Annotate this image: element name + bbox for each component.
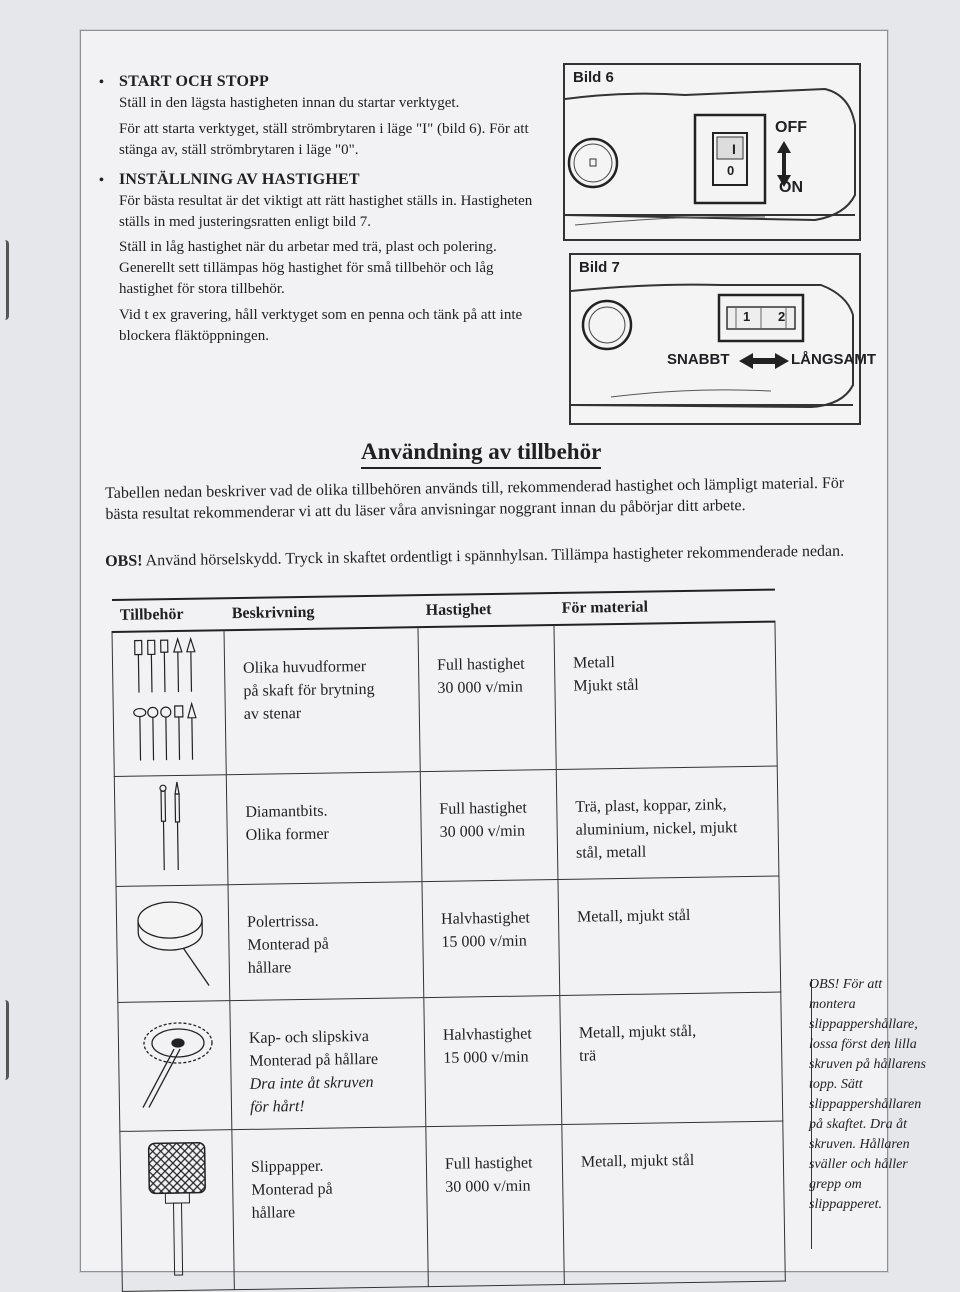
column-header: För material [553,590,774,625]
table-row [112,622,777,777]
description-line: Monterad på [247,935,329,954]
column-header: Hastighet [417,593,553,627]
material-cell [558,876,781,995]
obs-paragraph [105,540,875,572]
material-line: Metall, mjukt stål [576,906,691,926]
material-line: aluminium, nickel, mjukt [575,819,738,839]
diamond-bits-icon [140,780,201,875]
cutting-disc-icon [129,1014,220,1111]
description-line: hållare [251,1204,296,1222]
description-line: Monterad på [251,1180,333,1199]
dial-mark-1: 1 [743,309,751,324]
description-cell [228,882,424,1001]
accessory-image-cell [118,1001,232,1132]
sanding-drum-icon [136,1134,218,1279]
warning-line: för hårt! [249,1098,305,1116]
table-row [114,766,779,886]
figure-bild-7 [569,253,876,425]
on-label: ON [779,179,803,196]
figure-label: Bild 6 [573,69,614,86]
obs-label: OBS! [105,552,143,570]
material-line: stål, metall [575,843,647,862]
section-paragraph: Vid t ex gravering, håll verktyget som en penna och tänk på att inte blockera fläktöppningen. [119,307,523,344]
speed-line: Halvhastighet [440,909,531,928]
speed-line: 30 000 v/min [437,678,523,697]
speed-line: 30 000 v/min [445,1177,531,1196]
dial-mark-2: 2 [778,309,786,324]
speed-cell [418,625,556,772]
accessory-image-cell [116,885,230,1003]
speed-line: Full hastighet [439,799,528,818]
material-cell [562,1121,785,1284]
material-cell [554,622,777,770]
description-line: Olika huvudformer [242,658,367,677]
material-cell [560,992,783,1124]
obs-text: Använd hörselskydd. Tryck in skaftet ordentligt i spännhylsan. Tillämpa hastigheter rekommenderade nedan. [142,542,845,570]
section-paragraph: Ställ in den lägsta hastigheten innan du startar verktyget. [119,95,460,111]
figure-bild-6 [563,63,861,241]
material-line: trä [579,1047,597,1065]
description-line: Kap- och slipskiva [248,1028,370,1047]
warning-line: Dra inte åt skruven [249,1073,374,1093]
accessory-image-cell [114,775,228,887]
section-title: Användning av tillbehör [361,439,601,469]
section-heading: INSTÄLLNING AV HASTIGHET [119,171,360,188]
speed-line: 15 000 v/min [441,932,527,951]
material-line: Trä, plast, koppar, zink, [575,796,727,816]
description-line: Slippapper. [250,1157,324,1176]
material-line: Metall, mjukt stål [580,1151,695,1171]
description-line: hållare [247,959,292,977]
table-row [118,992,783,1131]
section-paragraph: För bästa resultat är det viktigt att rätt hastighet ställs in. Hastigheten ställs in med justeringsratten enligt bild 7. [119,193,533,230]
speed-cell [426,1124,564,1286]
grinding-stones-icon [128,635,210,764]
speed-line: 30 000 v/min [439,822,526,841]
accessory-image-cell [120,1130,234,1292]
material-cell [556,766,779,879]
description-cell [226,772,422,885]
material-line: Metall [572,654,615,672]
speed-dial-illustration [571,255,859,423]
fast-label: SNABBT [667,351,730,368]
bullet-icon: • [99,75,104,90]
tool-switch-illustration [565,65,859,239]
table-row [120,1121,785,1291]
table-row [116,876,781,1002]
manual-page [80,30,926,1272]
description-line: Monterad på hållare [249,1050,379,1070]
description-cell [230,998,426,1130]
speed-cell [422,880,560,998]
staple [0,1000,9,1080]
description-line: Diamantbits. [245,802,328,821]
switch-mark-i: I [732,141,736,157]
figure-label: Bild 7 [579,259,620,276]
accessories-table [111,589,786,1292]
slow-label: LÅNGSAMT [791,351,876,368]
speed-cell [420,770,558,882]
speed-cell [424,995,562,1126]
section-paragraph: Ställ in låg hastighet när du arbetar med trä, plast och polering. Generellt sett tillämpas hög hastighet för små tillbehör och låg hastighet för stora tillbehör. [119,239,497,297]
section-heading: START OCH STOPP [119,73,270,90]
speed-line: Halvhastighet [442,1025,532,1044]
staple [0,240,9,320]
polishing-wheel-icon [127,889,219,990]
description-line: av stenar [243,705,302,723]
material-line: Mjukt stål [573,676,639,695]
description-line: på skaft för brytning [243,680,375,700]
speed-line: Full hastighet [444,1154,533,1173]
accessory-image-cell [112,630,226,776]
description-cell [232,1127,428,1290]
speed-line: 15 000 v/min [443,1048,529,1067]
side-note: OBS! För att montera slippappershållare, lossa först den lilla skruven på hållarens topp. Sätt slippappershållaren på skaftet. Dra åt skruven. Hållaren sväller och håller grepp om slippapperet. [809,977,926,1212]
description-line: Olika former [245,825,329,844]
column-header: Beskrivning [224,595,418,630]
switch-mark-0: 0 [727,163,735,178]
intro-paragraph: Tabellen nedan beskriver vad de olika tillbehören används till, rekommenderad hastighet och lämpligt material. För bästa resultat rekommenderar vi att du läser våra anvisningar noggrant innan du påbörjar ditt arbete. [105,474,845,523]
description-line: Polertrissa. [246,912,319,931]
section-paragraph: För att starta verktyget, ställ strömbrytaren i läge "I" (bild 6). För att stänga av, ställ strömbrytaren i läge "0". [119,121,529,158]
description-cell [224,627,420,775]
bullet-icon: • [99,173,104,188]
material-line: Metall, mjukt stål, [578,1022,697,1042]
column-header: Tillbehör [112,598,224,632]
off-label: OFF [775,119,807,136]
speed-line: Full hastighet [436,655,525,674]
